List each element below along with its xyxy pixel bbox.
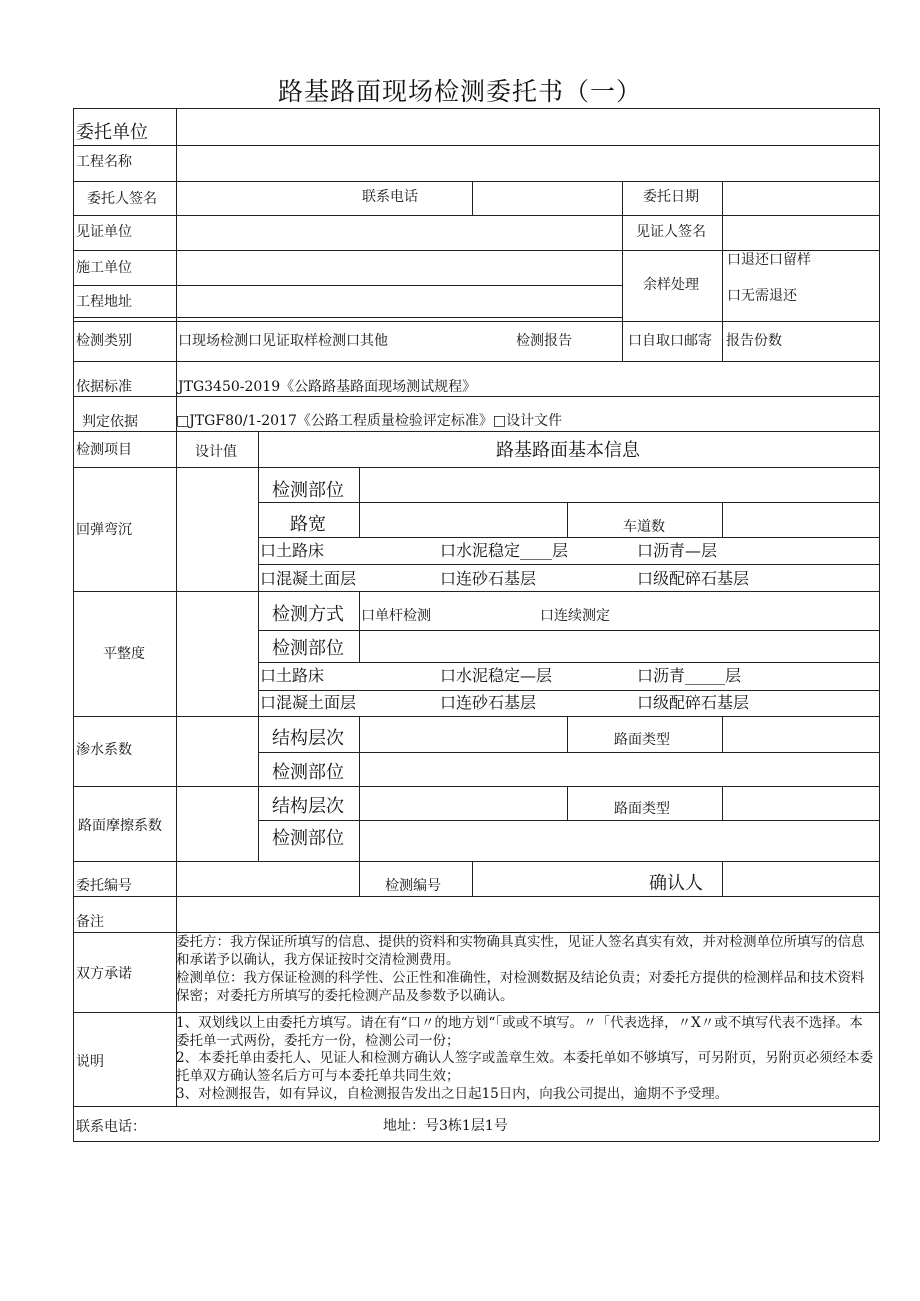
label-permeability-pavement-type: 路面类型 xyxy=(614,732,670,748)
label-lane-count: 车道数 xyxy=(623,519,665,535)
footer-address: 地址：号3栋1层1号 xyxy=(383,1118,508,1134)
grid-line xyxy=(73,716,879,717)
option-flat-asphalt[interactable]: 口沥青_____层 xyxy=(637,666,742,685)
label-design-value: 设计值 xyxy=(195,444,237,460)
grid-line xyxy=(567,502,568,537)
grid-line xyxy=(258,820,879,821)
option-flat-concrete[interactable]: 口混凝土面层 xyxy=(260,693,357,712)
grid-line xyxy=(73,896,879,897)
grid-line xyxy=(258,537,879,538)
confirmer-field[interactable] xyxy=(725,862,878,894)
label-remarks: 备注 xyxy=(76,914,104,930)
instruction-item-1: 1、双划线以上由委托方填写。请在有“口〃的地方划“「或或不填写。〃「代表选择，〃X〃或不填写代表不选择。本委托单一式两份，委托方一份，检测公司一份； xyxy=(176,1015,863,1049)
grid-line xyxy=(359,591,360,662)
label-flatness: 平整度 xyxy=(103,646,145,662)
grid-line xyxy=(722,502,723,537)
label-rebound-deflection: 回弹弯沉 xyxy=(76,522,132,538)
label-project-address: 工程地址 xyxy=(76,294,132,310)
grid-line xyxy=(73,215,879,216)
label-construction-unit: 施工单位 xyxy=(76,260,132,276)
option-method-continuous[interactable]: 口连续测定 xyxy=(540,608,610,624)
label-test-method: 检测方式 xyxy=(272,604,344,625)
grid-line xyxy=(73,932,879,933)
grid-line xyxy=(622,215,623,321)
option-flat-graded[interactable]: 口级配碎石基层 xyxy=(637,693,750,712)
grid-line xyxy=(73,1012,879,1013)
label-witness-unit: 见证单位 xyxy=(76,224,132,240)
option-method-single[interactable]: 口单杆检测 xyxy=(361,608,431,624)
grid-line xyxy=(879,108,880,1141)
option-deflection-gravel[interactable]: 口连砂石基层 xyxy=(440,569,537,588)
instruction-item-3: 3、对检测报告，如有异议，自检测报告发出之日起15日内，向我公司提出，逾期不予受理。 xyxy=(176,1086,729,1102)
label-test-no: 检测编号 xyxy=(385,878,441,894)
label-entrust-date: 委托日期 xyxy=(643,189,699,205)
label-contact-phone: 联系电话 xyxy=(362,189,418,205)
grid-line xyxy=(73,786,879,787)
label-confirmer: 确认人 xyxy=(649,873,703,894)
option-report-delivery[interactable]: 口自取口邮寄 xyxy=(628,333,712,349)
grid-line xyxy=(73,108,879,109)
option-flat-soil[interactable]: 口土路床 xyxy=(260,666,325,685)
grid-line xyxy=(722,716,723,752)
grid-line xyxy=(722,215,723,321)
grid-line xyxy=(73,285,622,286)
grid-line xyxy=(258,502,879,503)
label-friction: 路面摩擦系数 xyxy=(78,818,162,834)
grid-line xyxy=(258,690,879,691)
commitment-client-text: 委托方：我方保证所填写的信息、提供的资料和实物确具真实性，见证人签名真实有效，并对检测单位所填写的信息和承诺予以确认，我方保证按时交清检测费用。 xyxy=(176,934,865,968)
grid-line xyxy=(359,467,360,537)
label-client-unit: 委托单位 xyxy=(76,122,148,143)
option-test-category[interactable]: 口现场检测口见证取样检测口其他 xyxy=(178,333,388,349)
option-flat-gravel[interactable]: 口连砂石基层 xyxy=(440,693,537,712)
option-deflection-asphalt[interactable]: 口沥青—层 xyxy=(637,541,718,560)
label-judgement-basis: 判定依据 xyxy=(82,414,138,430)
grid-line xyxy=(359,861,360,896)
label-instructions: 说明 xyxy=(76,1054,104,1070)
grid-line xyxy=(73,317,622,318)
option-deflection-soil[interactable]: 口土路床 xyxy=(260,541,325,560)
grid-line xyxy=(622,181,623,215)
option-deflection-graded[interactable]: 口级配碎石基层 xyxy=(637,569,750,588)
grid-line xyxy=(73,591,879,592)
label-permeability-location: 检测部位 xyxy=(272,762,344,783)
grid-line xyxy=(567,716,568,752)
label-permeability: 渗水系数 xyxy=(76,742,132,758)
grid-line xyxy=(359,716,360,786)
label-client-signature: 委托人签名 xyxy=(87,191,157,207)
label-test-category: 检测类别 xyxy=(76,333,132,349)
label-test-item: 检测项目 xyxy=(76,442,132,458)
test-no-field[interactable] xyxy=(475,862,620,894)
grid-line xyxy=(73,361,879,362)
contact-phone-field[interactable] xyxy=(475,182,620,214)
grid-line xyxy=(73,321,879,322)
grid-line xyxy=(722,181,723,215)
construction-unit-field[interactable] xyxy=(178,252,621,284)
grid-line xyxy=(722,321,723,361)
instruction-item-2: 2、本委托单由委托人、见证人和检测方确认人签字或盖章生效。本委托单如不够填写，可另附页，另附页必须经本委托单双方确认签名后方可与本委托单共同生效； xyxy=(176,1050,874,1084)
grid-line xyxy=(73,396,879,397)
grid-line xyxy=(258,564,879,565)
project-name-field[interactable] xyxy=(178,146,878,178)
option-judgement[interactable]: □JTGF80/1-2017《公路工程质量检验评定标准》□设计文件 xyxy=(176,413,563,429)
label-friction-pavement-type: 路面类型 xyxy=(614,801,670,817)
grid-line xyxy=(73,467,879,468)
remarks-field[interactable] xyxy=(178,898,878,930)
grid-line xyxy=(258,630,879,631)
witness-unit-field[interactable] xyxy=(178,217,621,249)
label-report-copies: 报告份数 xyxy=(726,333,782,349)
label-footer-phone: 联系电话： xyxy=(76,1119,146,1135)
option-deflection-cement[interactable]: 口水泥稳定____层 xyxy=(440,541,569,560)
label-permeability-layer: 结构层次 xyxy=(272,728,344,749)
label-witness-signature: 见证人签名 xyxy=(636,224,706,240)
label-friction-layer: 结构层次 xyxy=(272,796,344,817)
grid-line xyxy=(722,861,723,896)
client-signature-field[interactable] xyxy=(178,182,296,214)
grid-line xyxy=(622,321,623,361)
option-no-return[interactable]: 口无需退还 xyxy=(727,288,797,304)
grid-line xyxy=(258,662,879,663)
option-deflection-concrete[interactable]: 口混凝土面层 xyxy=(260,569,357,588)
label-project-name: 工程名称 xyxy=(76,154,132,170)
grid-line xyxy=(73,108,74,1141)
form-title: 路基路面现场检测委托书（一） xyxy=(277,77,642,106)
label-mutual-commitment: 双方承诺 xyxy=(76,966,132,982)
grid-line xyxy=(359,786,360,861)
grid-line xyxy=(258,431,259,861)
basis-standard-value: JTG3450-2019《公路路基路面现场测试规程》 xyxy=(178,379,477,395)
grid-line xyxy=(73,1141,879,1142)
label-basis-standard: 依据标准 xyxy=(76,379,132,395)
grid-line xyxy=(73,1106,879,1107)
option-return-keep[interactable]: 口退还口留样 xyxy=(727,252,811,268)
option-flat-cement[interactable]: 口水泥稳定—层 xyxy=(440,666,553,685)
label-basic-info: 路基路面基本信息 xyxy=(496,440,640,461)
label-test-report: 检测报告 xyxy=(516,333,572,349)
client-unit-field[interactable] xyxy=(178,110,878,144)
commitment-lab-text: 检测单位：我方保证检测的科学性、公正性和准确性，对检测数据及结论负责；对委托方提供的检测样品和技术资料保密；对委托方所填写的委托检测产品及参数予以确认。 xyxy=(176,970,865,1004)
grid-line xyxy=(567,786,568,820)
grid-line xyxy=(73,431,879,432)
label-sample-disposal: 余样处理 xyxy=(643,277,699,293)
grid-line xyxy=(722,786,723,820)
label-road-width: 路宽 xyxy=(290,514,326,535)
grid-line xyxy=(258,752,879,753)
entrust-date-field[interactable] xyxy=(725,182,878,214)
entrust-no-field[interactable] xyxy=(178,862,358,894)
label-deflection-location: 检测部位 xyxy=(272,480,344,501)
label-friction-location: 检测部位 xyxy=(272,828,344,849)
grid-line xyxy=(472,861,473,896)
grid-line xyxy=(472,181,473,215)
project-address-field[interactable] xyxy=(178,287,621,317)
label-entrust-no: 委托编号 xyxy=(76,878,132,894)
label-flatness-location: 检测部位 xyxy=(272,638,344,659)
